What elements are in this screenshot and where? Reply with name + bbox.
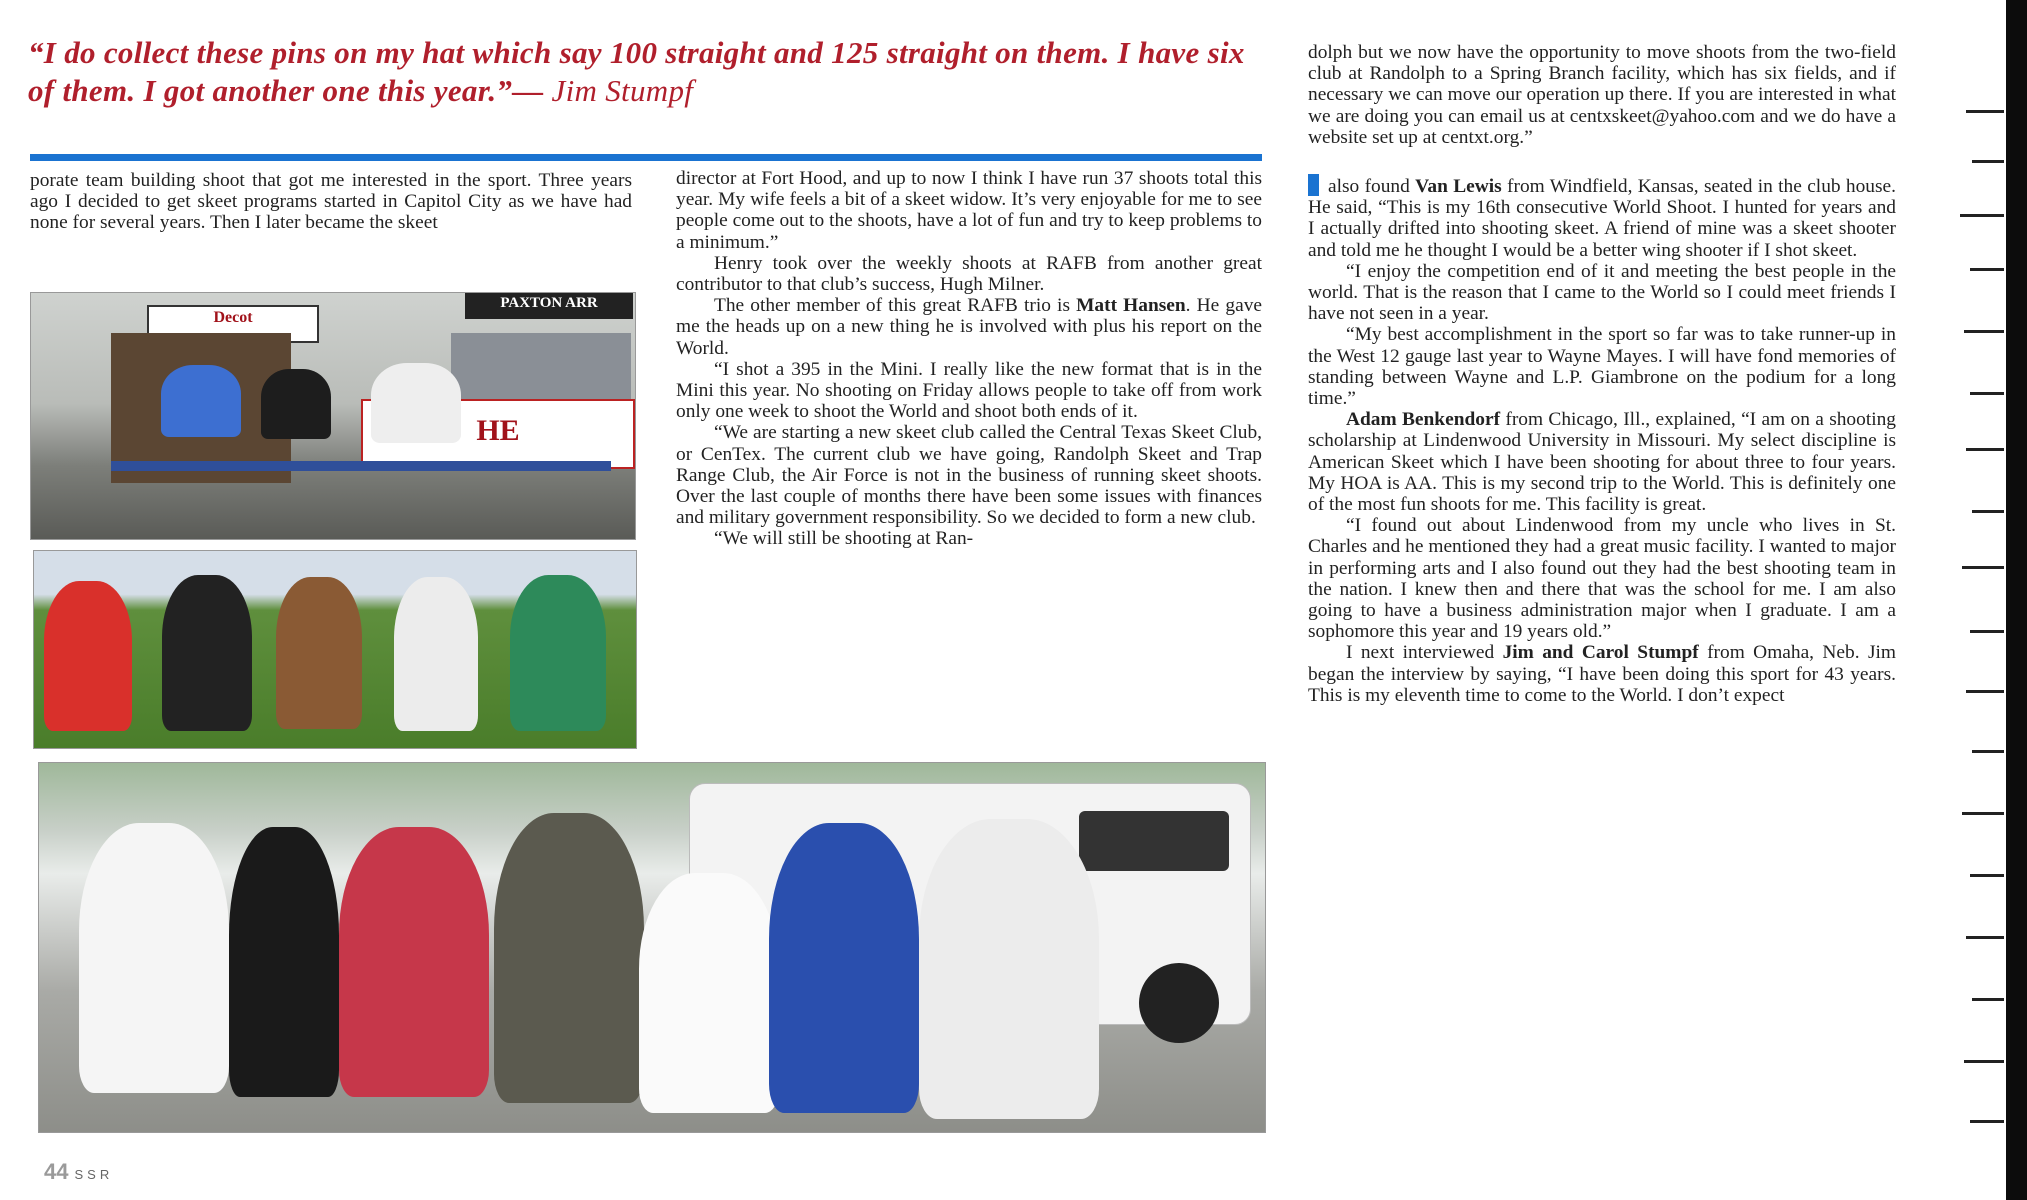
edge-tick [1970,630,2004,633]
text-run: I next interviewed [1346,642,1503,664]
edge-tick [1964,330,2004,333]
truck-wheel [1139,963,1219,1043]
paragraph: director at Fort Hood, and up to now I think I have run 37 shoots total this year. My wife feels a bit of a skeet widow. It’s very enjoyable for me to see people come out to the shoots, have a lot of fun and try to keep problems to a minimum.” [676,168,1262,253]
edge-tick [1970,1120,2004,1123]
edge-tick [1970,268,2004,271]
photo-group-truck [38,762,1266,1133]
person-green-shirt [510,575,606,731]
pull-quote-text: “I do collect these pins on my hat which say 100 straight and 125 straight on them. I have six of them. I got another one this year.”— [28,35,1245,108]
paragraph: “I found out about Lindenwood from my uncle who lives in St. Charles and he mentioned they had a great music facility. I wanted to major in performing arts and I also found out they had the best shooting team in the nation. I knew then and there that was the school for me. I am also going to have a business administration major when I graduate. I am a sophomore this year and 19 years old.” [1308,515,1896,643]
edge-tick [1966,690,2004,693]
scan-edge [2006,0,2027,1200]
paragraph: “We will still be shooting at Ran- [714,528,974,550]
text-run: The other member of this great RAFB trio is [714,295,1077,317]
drop-cap-bar [1308,174,1319,196]
text-run: . He gave me the heads up on a new thing he is involved with plus his report on the World. [676,295,1262,359]
text-run: also found [1328,176,1416,198]
person-white-outfit [394,577,478,731]
banner: HE [361,399,635,469]
paragraph [1308,409,1896,515]
photo-standing-shooters [33,550,637,749]
paragraph: “I shot a 395 in the Mini. I really like the new format that is in the Mini this year. No shooting on Friday allows people to take off from work only one week to shoot the World and shoot both ends of it. [676,358,1262,423]
name-bold: Adam Benkendorf [1346,409,1501,431]
edge-tick [1962,812,2004,815]
spacer [1308,148,1896,174]
article-column-2 [676,168,1262,550]
text-run: from Windfield, Kansas, seated in the club house. He said, “This is my 16th consecutive World Shoot. I hunted for years and I actually drifted into shooting skeet. A friend of mine was a skeet shooter and told me he thought I would be a better wing shooter if I shot skeet. [1308,176,1897,261]
person-blue-shorts [769,823,919,1113]
paragraph: dolph but we now have the opportunity to move shoots from the two-field club at Randolph to a Spring Branch facility, which has six fields, and if necessary we can move our operation up there. If you are interested in what we are doing you can email us at centxskeet@yahoo.com and we do have a website set up at centxt.org.” [1308,42,1896,148]
paragraph: “I enjoy the competition end of it and meeting the best people in the world. That is the reason that I came to the World so I could meet friends I have not seen in a year. [1308,260,1896,325]
text-run: from Chicago, Ill., explained, “I am on a shooting scholarship at Lindenwood University in Missouri. My select discipline is American Skeet which I have been shooting for about three to four years. My HOA is AA. This is my second trip to the World. This is definitely one of the most fun shoots for me. This facility is great. [1308,409,1896,516]
truck-window [1079,811,1229,871]
edge-tick [1962,566,2004,569]
edge-tick [1972,750,2004,753]
edge-tick [1966,448,2004,451]
decot-sign: Decot [147,305,319,343]
pull-quote [28,34,1268,110]
paxton-sign: PAXTON ARR [465,293,633,319]
person-blue-shirt [161,365,241,437]
person-white-shirt [371,363,461,443]
text-run: from Omaha, Neb. Jim began the interview by saying, “I have been doing this sport for 43 years. This is my eleventh time to come to the World. I don’t expect [1308,642,1896,706]
person-olive-shirt [494,813,644,1103]
photo-seated-shooters [30,292,636,540]
person-white-top [639,873,779,1113]
person-red-shirt [44,581,132,731]
magazine-name: SSR [74,1167,114,1182]
article-column-3 [1308,42,1896,706]
paragraph: porate team building shoot that got me interested in the sport. Three years ago I decided to get skeet programs started in Capitol City as we have had none for several years. Then I later became the skeet [30,170,632,234]
edge-tick [1972,160,2004,163]
paragraph: Henry took over the weekly shoots at RAFB from another great contributor to that club’s success, Hugh Milner. [676,252,1262,296]
person-striped-shirt [339,827,489,1097]
person-white-tee [79,823,229,1093]
bench [111,461,611,471]
edge-tick [1966,110,2004,113]
divider-rule [30,154,1262,161]
person-dark-pants [229,827,339,1097]
edge-tick [1964,1060,2004,1063]
paragraph [676,295,1262,359]
edge-tick [1970,392,2004,395]
paragraph: “My best accomplishment in the sport so far was to take runner-up in the West 12 gauge last year to Wayne Mayes. I will have fond memories of standing between Wayne and L.P. Giambrone on the podium for a long time.” [1308,324,1896,410]
paragraph [1308,174,1896,261]
article-column-1 [30,170,632,234]
person-brown-vest [276,577,362,729]
edge-tick [1972,510,2004,513]
person-dark-vest [162,575,252,731]
edge-tick [1966,936,2004,939]
person-black-top [261,369,331,439]
name-bold: Van Lewis [1415,176,1502,198]
edge-tick [1972,998,2004,1001]
page-folio [44,1159,113,1185]
paragraph: “We are starting a new skeet club called the Central Texas Skeet Club, or CenTex. The current club we have going, Randolph Skeet and Trap Range Club, the Air Force is not in the business of running skeet shoots. Over the last couple of months there have been some issues with finances and military government responsibility. So we decided to form a new club. [676,422,1262,529]
pull-quote-author: Jim Stumpf [543,73,694,108]
edge-tick [1970,874,2004,877]
name-bold: Matt Hansen [1076,295,1186,317]
person-khaki-shorts [919,819,1099,1119]
page-number: 44 [44,1159,69,1184]
name-bold: Jim and Carol Stumpf [1502,642,1699,664]
paragraph [1308,642,1896,706]
edge-tick [1960,214,2004,217]
